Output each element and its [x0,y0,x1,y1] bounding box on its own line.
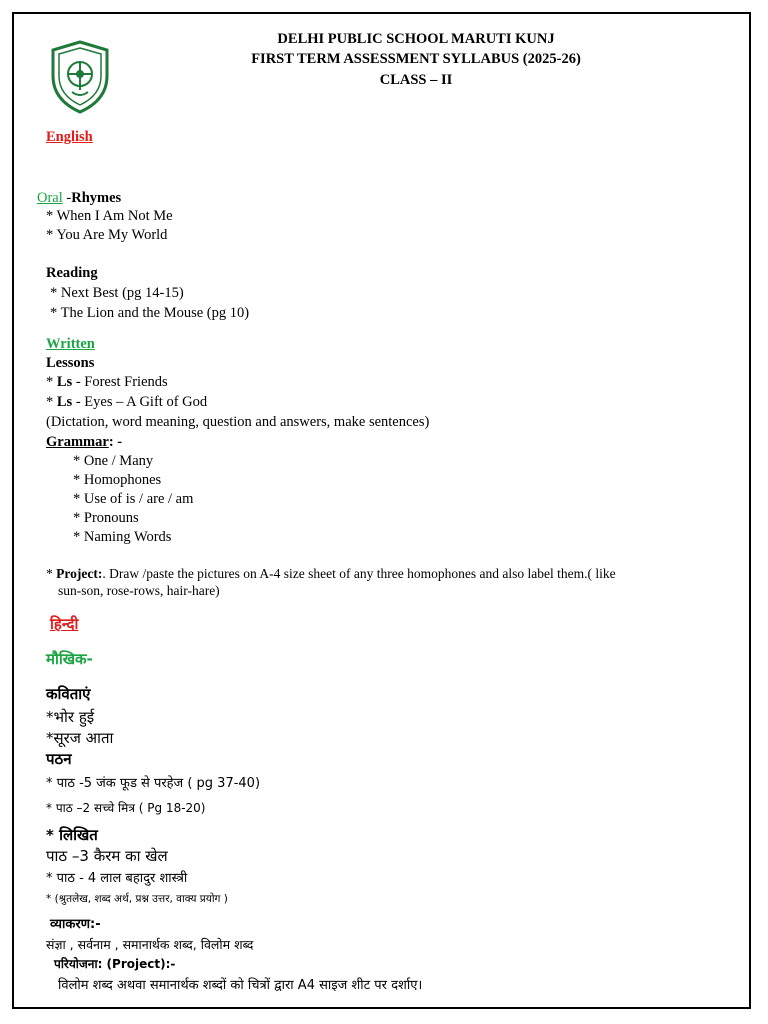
lessons-label: Lessons [46,355,95,371]
oral-sep: - [62,190,72,206]
grammar-item: * Pronouns [73,510,139,526]
hindi-written-note: * (श्रुतलेख, शब्द अर्थ, प्रश्न उत्तर, वाक्य प्रयोग ) [46,893,228,905]
reading-label: Reading [46,265,98,281]
document-title: FIRST TERM ASSESSMENT SYLLABUS (2025-26) [251,51,581,67]
project-line [46,566,616,582]
lesson-item [46,394,207,411]
lesson-prefix: * [46,394,57,410]
lesson-text: - Eyes – A Gift of God [72,394,208,410]
lesson-item [46,374,168,391]
project-prefix: * [46,566,57,581]
reading-item: * The Lion and the Mouse (pg 10) [50,305,250,321]
rhyme-item: * You Are My World [46,227,168,243]
project-label: Project: [56,566,103,581]
hindi-poem-item: *सूरज आता [46,729,114,747]
hindi-heading: हिन्दी [50,615,79,633]
school-logo-icon [50,40,110,114]
grammar-item: * One / Many [73,453,154,469]
oral-label: Oral [37,190,63,206]
hindi-project-label: परियोजना: (Project):- [54,957,176,971]
rhymes-label: Rhymes [71,190,122,206]
hindi-grammar-label: व्याकरण:- [50,917,101,932]
hindi-reading-label: पठन [46,750,72,768]
hindi-project-text: विलोम शब्द अथवा समानार्थक शब्दों को चित्रों द्वारा A4 साइज शीट पर दर्शाए। [58,978,423,993]
hindi-reading-item: * पाठ –2 सच्चे मित्र ( Pg 18-20) [46,801,206,815]
hindi-written-label: * लिखित [46,826,98,844]
english-heading: English [46,129,93,145]
grammar-sep: : - [108,434,123,450]
hindi-poems-label: कविताएं [46,685,91,703]
lesson-text: - Forest Friends [72,374,168,390]
english-oral-line [37,190,121,207]
lesson-code: Ls [56,374,73,390]
hindi-poem-item: *भोर हुई [46,708,95,726]
rhyme-item: * When I Am Not Me [46,208,173,224]
hindi-grammar-text: संज्ञा , सर्वनाम , समानार्थक शब्द, विलोम शब्द [46,937,254,952]
hindi-oral-label: मौखिक- [46,650,93,668]
project-text: . Draw /paste the pictures on A-4 size sheet of any three homophones and also label them.( like [102,566,616,581]
hindi-written-item: पाठ –3 कैरम का खेल [46,847,168,865]
project-line-2: sun-son, rose-rows, hair-hare) [58,583,220,598]
lesson-note: (Dictation, word meaning, question and answers, make sentences) [46,414,430,430]
hindi-reading-item: * पाठ -5 जंक फूड से परहेज ( pg 37-40) [46,776,261,791]
reading-item: * Next Best (pg 14-15) [50,285,184,301]
grammar-item: * Homophones [73,472,162,488]
class-label: CLASS – II [379,72,453,88]
grammar-label: Grammar [46,434,109,450]
grammar-line [46,434,122,451]
lesson-prefix: * [46,374,57,390]
grammar-item: * Naming Words [73,529,172,545]
grammar-item: * Use of is / are / am [73,491,194,507]
written-label: Written [46,336,95,352]
school-name: DELHI PUBLIC SCHOOL MARUTI KUNJ [277,31,555,47]
lesson-code: Ls [56,394,73,410]
hindi-written-item: * पाठ - 4 लाल बहादुर शास्त्री [46,871,188,886]
